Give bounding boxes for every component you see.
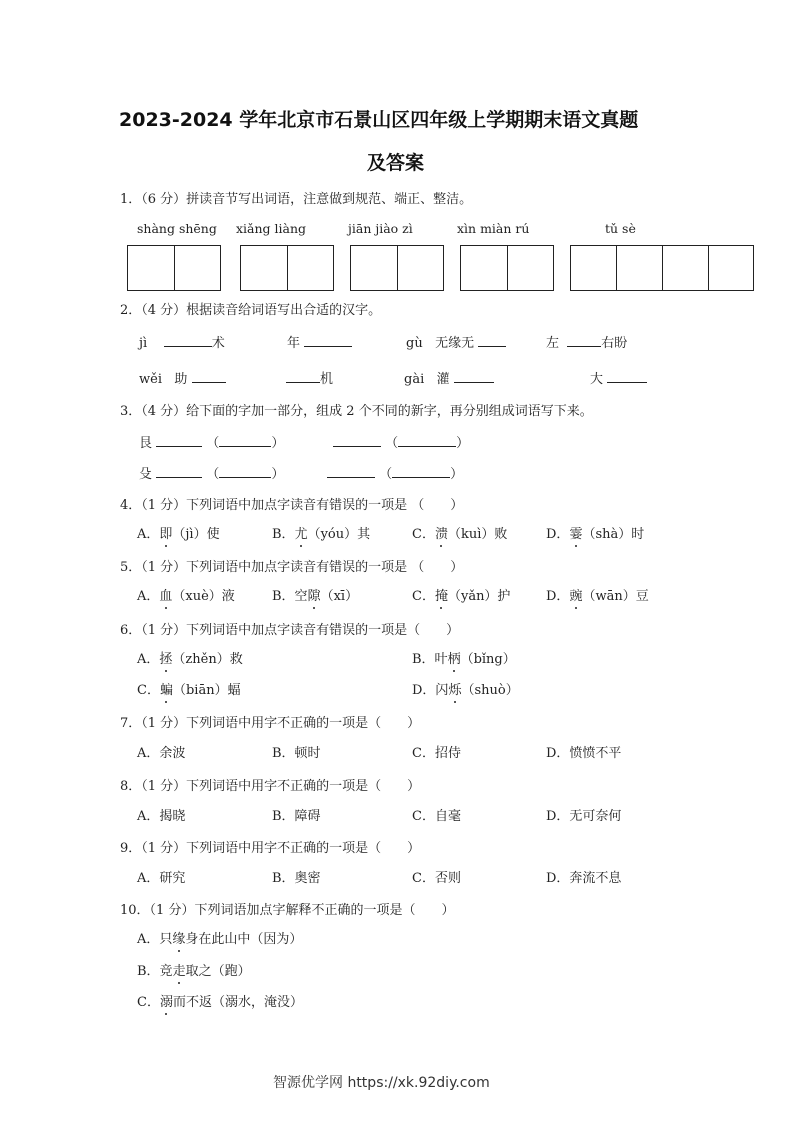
q4-option-c[interactable]: C．溃（kuì）败 — [412, 527, 508, 542]
q9-option-c[interactable]: C．否则 — [412, 871, 461, 886]
question-8: 8．（1 分）下列词语中用字不正确的一项是（ ） — [120, 779, 421, 794]
q8-option-b[interactable]: B．障碍 — [272, 809, 321, 824]
question-10: 10．（1 分）下列词语加点字解释不正确的一项是（ ） — [120, 903, 455, 918]
q2-item-h: 大 — [590, 368, 647, 387]
q7-option-a[interactable]: A．余波 — [137, 746, 186, 761]
q2-item-b: 年 — [287, 332, 352, 351]
writing-box-4[interactable] — [460, 245, 554, 291]
footer-watermark: 智源优学网 https://xk.92diy.com — [273, 1075, 490, 1091]
q2-item-c: gù 无缘无 — [406, 332, 506, 351]
question-2: 2．（4 分）根据读音给词语写出合适的汉字。 — [120, 303, 382, 318]
q7-option-c[interactable]: C．招侍 — [412, 746, 461, 761]
pinyin-5: tǔ sè — [605, 221, 636, 236]
q2-item-d: 左 右盼 — [546, 332, 627, 351]
answer-blank[interactable] — [164, 332, 212, 347]
pinyin-4: xìn miàn rú — [457, 221, 530, 236]
q6-option-d[interactable]: D．闪烁（shuò） — [412, 683, 519, 698]
q10-option-b[interactable]: B．竞走取之（跑） — [137, 964, 251, 979]
answer-blank[interactable] — [192, 368, 226, 383]
q5-option-d[interactable]: D．豌（wān）豆 — [546, 589, 649, 604]
question-1: 1．（6 分）拼读音节写出词语，注意做到规范、端正、整洁。 — [120, 192, 473, 207]
answer-blank[interactable] — [454, 368, 494, 383]
q4-option-b[interactable]: B．尤（yóu）其 — [272, 527, 371, 542]
q6-option-b[interactable]: B．叶柄（bǐng） — [412, 652, 516, 667]
page-title: 2023-2024 学年北京市石景山区四年级上学期期末语文真题 — [119, 109, 639, 131]
writing-box-1[interactable] — [127, 245, 221, 291]
q2-item-g: gài 灌 — [404, 368, 494, 387]
q9-option-b[interactable]: B．奥密 — [272, 871, 321, 886]
answer-blank[interactable] — [398, 432, 456, 447]
q3-row-2b: （ ） — [327, 463, 463, 482]
q5-option-a[interactable]: A．血（xuè）液 — [137, 589, 235, 604]
writing-box-3[interactable] — [350, 245, 444, 291]
writing-box-5[interactable] — [570, 245, 754, 291]
q6-option-c[interactable]: C．蝙（biān）蝠 — [137, 683, 241, 698]
q10-option-c[interactable]: C．溺而不返（溺水，淹没） — [137, 995, 303, 1010]
q9-option-d[interactable]: D．奔流不息 — [546, 871, 622, 886]
answer-blank[interactable] — [607, 368, 647, 383]
pinyin-2: xiǎng liàng — [236, 221, 307, 236]
question-7: 7．（1 分）下列词语中用字不正确的一项是（ ） — [120, 716, 421, 731]
q5-option-c[interactable]: C．掩（yǎn）护 — [412, 589, 511, 604]
answer-blank[interactable] — [392, 463, 450, 478]
q8-option-c[interactable]: C．自毫 — [412, 809, 461, 824]
q6-option-a[interactable]: A．拯（zhěn）救 — [137, 652, 243, 667]
pinyin-3: jiān jiào zì — [348, 221, 413, 236]
q2-item-f: 机 — [286, 368, 333, 387]
answer-blank[interactable] — [327, 463, 375, 478]
page-title-line2: 及答案 — [367, 152, 425, 174]
answer-blank[interactable] — [219, 463, 271, 478]
question-9: 9．（1 分）下列词语中用字不正确的一项是（ ） — [120, 841, 421, 856]
q7-option-b[interactable]: B．顿时 — [272, 746, 321, 761]
question-6: 6．（1 分）下列词语中加点字读音有错误的一项是（ ） — [120, 623, 460, 638]
q10-option-a[interactable]: A．只缘身在此山中（因为） — [137, 932, 303, 947]
answer-blank[interactable] — [219, 432, 271, 447]
q2-item-e: wěi 助 — [139, 368, 226, 387]
answer-blank[interactable] — [286, 368, 320, 383]
q3-row-1: 艮 （ ） — [139, 432, 284, 451]
q3-row-1b: （ ） — [333, 432, 469, 451]
q2-item-a: jì 术 — [139, 332, 225, 351]
answer-blank[interactable] — [333, 432, 381, 447]
q3-row-2: 殳 （ ） — [139, 463, 284, 482]
q5-option-b[interactable]: B．空隙（xī） — [272, 589, 359, 604]
q9-option-a[interactable]: A．研究 — [137, 871, 186, 886]
question-4: 4．（1 分）下列词语中加点字读音有错误的一项是 （ ） — [120, 498, 464, 513]
answer-blank[interactable] — [156, 463, 202, 478]
q8-option-d[interactable]: D．无可奈何 — [546, 809, 622, 824]
q8-option-a[interactable]: A．揭晓 — [137, 809, 186, 824]
q7-option-d[interactable]: D．愤愤不平 — [546, 746, 622, 761]
pinyin-1: shàng shēng — [137, 221, 217, 236]
writing-box-2[interactable] — [240, 245, 334, 291]
question-3: 3．（4 分）给下面的字加一部分，组成 2 个不同的新字，再分别组成词语写下来。 — [120, 404, 593, 419]
answer-blank[interactable] — [567, 332, 601, 347]
question-5: 5．（1 分）下列词语中加点字读音有错误的一项是 （ ） — [120, 560, 464, 575]
answer-blank[interactable] — [156, 432, 202, 447]
answer-blank[interactable] — [478, 332, 506, 347]
q4-option-a[interactable]: A．即（jì）使 — [137, 527, 220, 542]
answer-blank[interactable] — [304, 332, 352, 347]
q4-option-d[interactable]: D．霎（shà）时 — [546, 527, 645, 542]
